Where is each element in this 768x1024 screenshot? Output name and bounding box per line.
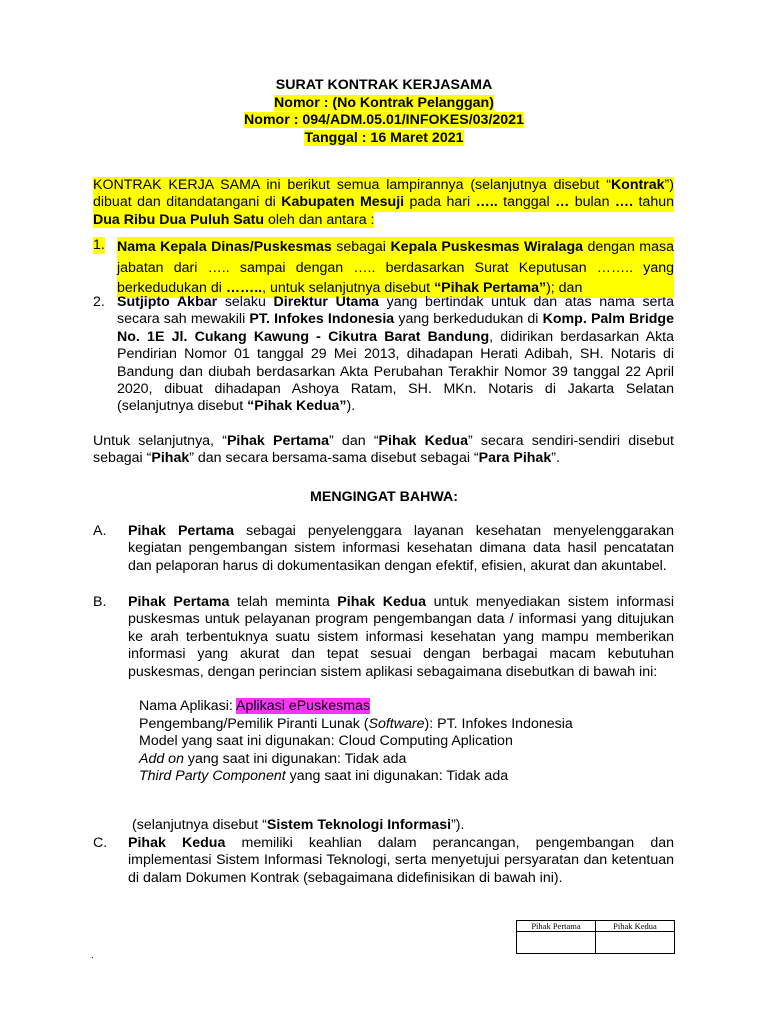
party-1-paragraph bbox=[117, 237, 674, 298]
app-developer-row: Pengembang/Pemilik Piranti Lunak (Software): PT. Infokes Indonesia bbox=[139, 715, 573, 732]
clause-b-paragraph bbox=[128, 594, 674, 681]
signature-table bbox=[516, 920, 675, 954]
clause-b-line-4: informasi yang akurat dan tepat sesuai dengan berbagai macam kebutuhan bbox=[128, 646, 674, 663]
definition-paragraph bbox=[93, 433, 674, 468]
clause-c-line-3: di dalam Dokumen Kontrak (sebagaimana didefinisikan di bawah ini). bbox=[128, 869, 563, 886]
party-2-line-5: Bandung dan diubah berdasarkan Akta Perubahan Terakhir Nomor 39 tanggal 22 April bbox=[117, 363, 674, 380]
sti-definition: (selanjutnya disebut “Sistem Teknologi Informasi”). bbox=[132, 817, 465, 833]
clause-b-line-5: puskesmas, dengan perincian sistem aplikasi sebagaimana disebutkan di bawah ini: bbox=[128, 663, 658, 680]
clause-a-letter: A. bbox=[93, 523, 107, 539]
app-addon-row: Add on yang saat ini digunakan: Tidak ada bbox=[139, 750, 407, 767]
contract-number-placeholder: Nomor : (No Kontrak Pelanggan) bbox=[274, 94, 494, 111]
clause-b-line-3: ke arah terbentuknya suatu sistem informasi kesehatan yang mampu memberikan bbox=[128, 628, 674, 645]
clause-c-letter: C. bbox=[93, 835, 108, 851]
clause-c-paragraph bbox=[128, 835, 674, 887]
contract-number: Nomor : 094/ADM.05.01/INFOKES/03/2021 bbox=[244, 112, 524, 128]
clause-a-line-3: dan pelaporan harus di dokumentasikan dengan efektif, efisien, akurat dan akuntabel. bbox=[128, 557, 667, 574]
party-2-line-2: secara sah mewakili PT. Infokes Indonesia yang berkedudukan di Komp. Palm Bridge bbox=[117, 311, 674, 328]
definition-line-1: Untuk selanjutnya, “Pihak Pertama” dan “Pihak Kedua” secara sendiri-sendiri disebut bbox=[93, 433, 674, 449]
footer-dot: . bbox=[91, 950, 94, 961]
contract-date: Tanggal : 16 Maret 2021 bbox=[304, 129, 464, 146]
app-third-party-row: Third Party Component yang saat ini digunakan: Tidak ada bbox=[139, 768, 509, 785]
party-2-line-1: Sutjipto Akbar selaku Direktur Utama yang bertindak untuk dan atas nama serta bbox=[117, 294, 674, 310]
clause-b-line-1: Pihak Pertama telah meminta Pihak Kedua untuk menyediakan sistem informasi bbox=[128, 594, 674, 610]
signature-cell-second-party[interactable] bbox=[596, 932, 675, 954]
party-2-line-3: No. 1E Jl. Cukang Kawung - Cikutra Barat Bandung, didirikan berdasarkan Akta bbox=[117, 328, 674, 345]
party-2-line-4: Pendirian Nomor 01 tanggal 29 Mei 2013, dihadapan Herati Adibah, SH. Notaris di bbox=[117, 346, 674, 363]
party-2-number: 2. bbox=[93, 294, 105, 310]
signature-header-second-party: Pihak Kedua bbox=[596, 921, 675, 932]
clause-a-paragraph bbox=[128, 523, 674, 575]
app-name-row: Nama Aplikasi: Aplikasi ePuskesmas bbox=[139, 698, 371, 714]
clause-b-line-2: puskesmas untuk pelayanan program pengembangan data / informasi yang ditujukan bbox=[128, 611, 674, 628]
intro-line-3: Dua Ribu Dua Puluh Satu oleh dan antara : bbox=[93, 211, 375, 228]
clause-a-line-1: Pihak Pertama sebagai penyelenggara layanan kesehatan menyelenggarakan bbox=[128, 523, 674, 539]
party-2-line-7: (selanjutnya disebut “Pihak Kedua”). bbox=[117, 398, 356, 415]
party-1-line-1: Nama Kepala Dinas/Puskesmas sebagai Kepala Puskesmas Wiralaga dengan masa bbox=[117, 239, 674, 255]
party-1-line-2: jabatan dari ….. sampai dengan ….. berdasarkan Surat Keputusan …….. yang bbox=[117, 260, 674, 276]
title-block bbox=[0, 77, 768, 147]
party-1-number: 1. bbox=[93, 237, 105, 253]
clause-c-line-1: Pihak Kedua memiliki keahlian dalam perancangan, pengembangan dan bbox=[128, 835, 674, 851]
signature-cell-first-party[interactable] bbox=[517, 932, 596, 954]
app-model-row: Model yang saat ini digunakan: Cloud Computing Aplication bbox=[139, 733, 513, 750]
document-title: SURAT KONTRAK KERJASAMA bbox=[275, 77, 493, 93]
clause-b-letter: B. bbox=[93, 594, 107, 610]
clause-a-line-2: kegiatan pengembangan sistem informasi kesehatan dimana data hasil pencatatan bbox=[128, 540, 674, 557]
clause-c-line-2: implementasi Sistem Informasi Teknologi, serta menyetujui persyaratan dan ketentuan bbox=[128, 852, 674, 869]
signature-header-first-party: Pihak Pertama bbox=[517, 921, 596, 932]
party-2-line-6: 2020, dibuat dihadapan Ashoya Ratam, SH. MKn. Notaris di Jakarta Selatan bbox=[117, 381, 674, 398]
section-heading: MENGINGAT BAHWA: bbox=[310, 489, 458, 505]
app-name-value: Aplikasi ePuskesmas bbox=[236, 698, 371, 714]
party-1-line-3: berkedudukan di …….., untuk selanjutnya disebut “Pihak Pertama”); dan bbox=[117, 280, 583, 296]
intro-line-1: KONTRAK KERJA SAMA ini berikut semua lampirannya (selanjutnya disebut “Kontrak”) bbox=[93, 177, 674, 193]
definition-line-2: sebagai “Pihak” dan secara bersama-sama disebut sebagai “Para Pihak”. bbox=[93, 450, 560, 467]
application-info bbox=[139, 698, 573, 786]
intro-paragraph bbox=[93, 177, 674, 229]
intro-line-2: dibuat dan ditandatangani di Kabupaten Mesuji pada hari ….. tanggal … bulan …. tahun bbox=[93, 194, 674, 211]
party-2-paragraph bbox=[117, 294, 674, 416]
